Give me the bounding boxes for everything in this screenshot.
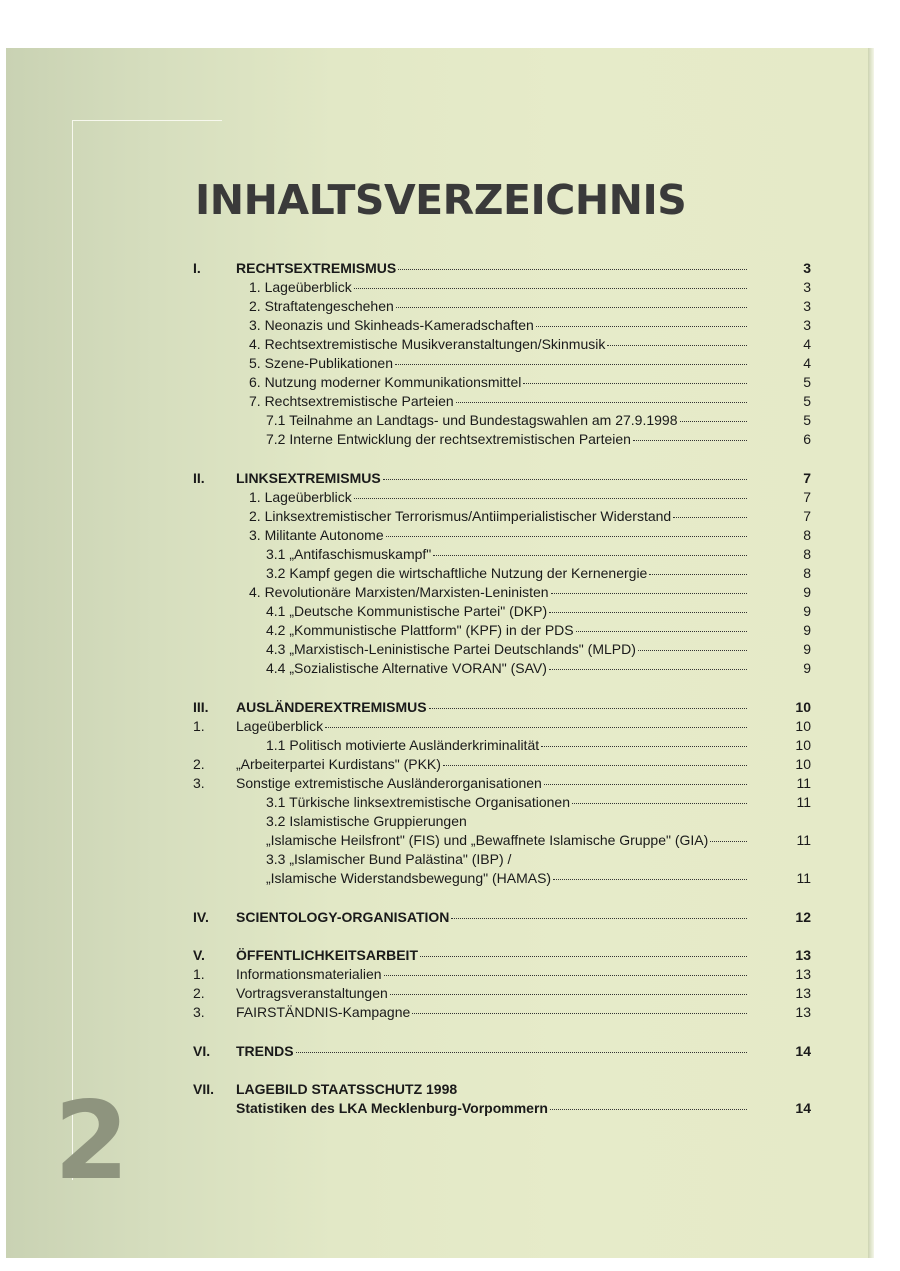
toc-entry-title: 7.2 Interne Entwicklung der rechtsextremistischen Parteien — [266, 431, 631, 447]
toc-entry-page: 10 — [795, 699, 811, 715]
toc-dot-leader — [536, 326, 747, 327]
toc-dot-leader — [649, 574, 747, 575]
toc-entry-number: 2. — [193, 985, 205, 1001]
toc-dot-leader — [549, 669, 747, 670]
toc-entry-title: 4.3 „Marxistisch-Leninistische Partei Deutschlands" (MLPD) — [266, 641, 636, 657]
toc-entry — [6, 335, 868, 354]
toc-dot-leader — [395, 364, 747, 365]
toc-entry-page: 3 — [803, 260, 811, 276]
toc-entry — [6, 659, 868, 678]
toc-entry-title: Statistiken des LKA Mecklenburg-Vorpommern — [236, 1100, 548, 1116]
toc-entry-page: 12 — [795, 909, 811, 925]
toc-entry — [6, 316, 868, 335]
toc-entry-title-row — [236, 469, 750, 488]
toc-entry-title-row — [266, 621, 750, 640]
toc-entry-title: Vortragsveranstaltungen — [236, 985, 388, 1001]
toc-entry-title: 4.4 „Sozialistische Alternative VORAN" (SAV) — [266, 660, 547, 676]
toc-dot-leader — [550, 1109, 747, 1110]
toc-entry-title-row — [266, 659, 750, 678]
toc-entry-number: IV. — [193, 909, 209, 925]
toc-entry-title: 2. Straftatengeschehen — [249, 298, 394, 314]
toc-dot-leader — [541, 746, 747, 747]
toc-entry-page: 6 — [803, 431, 811, 447]
toc-dot-leader — [296, 1052, 747, 1053]
toc-entry-title-row — [236, 717, 750, 736]
toc-entry — [6, 507, 868, 526]
toc-entry-title-row — [266, 411, 750, 430]
toc-entry — [6, 392, 868, 411]
toc-entry-page: 9 — [803, 622, 811, 638]
toc-dot-leader — [398, 269, 747, 270]
toc-dot-leader — [451, 918, 747, 919]
toc-dot-leader — [325, 727, 747, 728]
toc-dot-leader — [680, 421, 748, 422]
toc-entry — [6, 259, 868, 278]
toc-entry-page: 11 — [796, 775, 811, 791]
toc-entry-title-row — [236, 1099, 750, 1118]
toc-entry-number: 3. — [193, 775, 205, 791]
toc-entry-number: II. — [193, 470, 205, 486]
toc-entry-page: 9 — [803, 584, 811, 600]
toc-entry-page: 9 — [803, 660, 811, 676]
toc-entry — [6, 640, 868, 659]
toc-entry-title: LAGEBILD STAATSSCHUTZ 1998 — [236, 1081, 458, 1097]
toc-entry-page: 9 — [803, 641, 811, 657]
toc-entry-page: 3 — [803, 317, 811, 333]
toc-entry-title-row — [249, 278, 750, 297]
toc-dot-leader — [710, 841, 747, 842]
toc-entry-title-row — [236, 984, 750, 1003]
toc-entry — [6, 1080, 868, 1099]
toc-entry-title-row — [249, 507, 750, 526]
toc-entry-title: „Arbeiterpartei Kurdistans" (PKK) — [236, 756, 441, 772]
toc-entry-page: 11 — [796, 870, 811, 886]
toc-entry — [6, 946, 868, 965]
toc-entry-page: 10 — [795, 718, 811, 734]
toc-entry-title-row — [236, 1080, 750, 1099]
toc-entry — [6, 717, 868, 736]
toc-entry — [6, 965, 868, 984]
toc-entry-title-row — [266, 430, 750, 449]
toc-dot-leader — [638, 650, 747, 651]
toc-entry-title-row — [236, 259, 750, 278]
toc-entry — [6, 1042, 868, 1061]
toc-dot-leader — [523, 383, 747, 384]
toc-dot-leader — [354, 288, 747, 289]
toc-entry-title: ÖFFENTLICHKEITSARBEIT — [236, 947, 418, 963]
toc-entry-title: FAIRSTÄNDNIS-Kampagne — [236, 1004, 411, 1020]
toc-entry-title-row — [266, 602, 750, 621]
toc-entry — [6, 869, 868, 888]
toc-entry-title-row — [249, 316, 750, 335]
toc-entry-title: „Islamische Heilsfront" (FIS) und „Bewaffnete Islamische Gruppe" (GIA) — [266, 832, 709, 848]
toc-entry-title-row — [236, 965, 750, 984]
toc-entry-title-row — [249, 526, 750, 545]
toc-entry-title: Sonstige extremistische Ausländerorganisationen — [236, 775, 542, 791]
toc-entry-page: 13 — [795, 947, 811, 963]
toc-dot-leader — [390, 994, 747, 995]
toc-dot-leader — [433, 555, 747, 556]
toc-entry — [6, 621, 868, 640]
toc-dot-leader — [549, 612, 747, 613]
toc-entry-title: 3.3 „Islamischer Bund Palästina" (IBP) / — [266, 851, 512, 867]
toc-entry-title: 1. Lageüberblick — [249, 489, 352, 505]
toc-entry-title-row — [266, 869, 750, 888]
toc-entry-title-row — [236, 755, 750, 774]
toc-entry-page: 14 — [795, 1043, 811, 1059]
toc-entry-page: 7 — [803, 489, 811, 505]
toc-entry-page: 13 — [795, 966, 811, 982]
toc-entry-title-row — [249, 335, 750, 354]
toc-entry-page: 5 — [803, 412, 811, 428]
toc-entry-number: VI. — [193, 1043, 211, 1059]
toc-dot-leader — [572, 803, 747, 804]
toc-dot-leader — [429, 708, 747, 709]
toc-entry-title: TRENDS — [236, 1043, 294, 1059]
toc-entry-title: SCIENTOLOGY-ORGANISATION — [236, 909, 450, 925]
toc-entry-title-row — [236, 774, 750, 793]
toc-entry-title: AUSLÄNDEREXTREMISMUS — [236, 699, 427, 715]
toc-entry-number: 1. — [193, 966, 205, 982]
toc-entry — [6, 583, 868, 602]
toc-entry-title: 3.2 Islamistische Gruppierungen — [266, 813, 467, 829]
toc-entry — [6, 354, 868, 373]
toc-entry-title-row — [249, 297, 750, 316]
table-of-contents — [6, 48, 868, 1258]
toc-entry-title: 5. Szene-Publikationen — [249, 355, 393, 371]
toc-entry — [6, 545, 868, 564]
toc-entry — [6, 526, 868, 545]
toc-entry — [6, 908, 868, 927]
toc-entry-title-row — [236, 946, 750, 965]
toc-entry — [6, 755, 868, 774]
toc-entry-title: LINKSEXTREMISMUS — [236, 470, 381, 486]
toc-entry-title: 3.2 Kampf gegen die wirtschaftliche Nutzung der Kernenergie — [266, 565, 648, 581]
toc-entry — [6, 793, 868, 812]
toc-entry-title: 4. Rechtsextremistische Musikveranstaltungen/Skinmusik — [249, 336, 606, 352]
toc-entry-title-row — [249, 583, 750, 602]
toc-entry-page: 8 — [803, 565, 811, 581]
toc-entry-page: 7 — [803, 508, 811, 524]
toc-dot-leader — [456, 402, 747, 403]
toc-entry-title-row — [236, 1003, 750, 1022]
toc-entry — [6, 850, 868, 869]
toc-entry-title: 6. Nutzung moderner Kommunikationsmittel — [249, 374, 522, 390]
toc-dot-leader — [386, 536, 747, 537]
toc-dot-leader — [551, 593, 747, 594]
toc-entry-title-row — [266, 640, 750, 659]
toc-dot-leader — [443, 765, 747, 766]
toc-entry — [6, 469, 868, 488]
toc-entry-title: 3. Neonazis und Skinheads-Kameradschaften — [249, 317, 534, 333]
toc-entry-title-row — [266, 736, 750, 755]
toc-entry-title: 4. Revolutionäre Marxisten/Marxisten-Leninisten — [249, 584, 549, 600]
toc-entry-page: 5 — [803, 374, 811, 390]
toc-entry — [6, 411, 868, 430]
toc-dot-leader — [544, 784, 747, 785]
toc-entry — [6, 698, 868, 717]
toc-entry-page: 13 — [795, 1004, 811, 1020]
toc-entry-page: 3 — [803, 298, 811, 314]
toc-entry — [6, 831, 868, 850]
toc-dot-leader — [384, 975, 747, 976]
toc-entry — [6, 1099, 868, 1118]
toc-entry-number: 1. — [193, 718, 205, 734]
toc-entry-title: 3. Militante Autonome — [249, 527, 384, 543]
toc-entry — [6, 373, 868, 392]
toc-entry-title: „Islamische Widerstandsbewegung" (HAMAS) — [266, 870, 552, 886]
toc-entry-title: Informationsmaterialien — [236, 966, 382, 982]
toc-entry-page: 10 — [795, 737, 811, 753]
toc-entry-title: 4.1 „Deutsche Kommunistische Partei" (DKP) — [266, 603, 548, 619]
toc-entry-title-row — [249, 373, 750, 392]
toc-entry-title-row — [249, 488, 750, 507]
toc-entry — [6, 774, 868, 793]
toc-entry-title: 7. Rechtsextremistische Parteien — [249, 393, 454, 409]
toc-entry-number: I. — [193, 260, 201, 276]
toc-entry-page: 5 — [803, 393, 811, 409]
toc-entry-title: 1. Lageüberblick — [249, 279, 352, 295]
toc-dot-leader — [633, 440, 747, 441]
toc-entry-title: 3.1 Türkische linksextremistische Organisationen — [266, 794, 570, 810]
document-page — [6, 48, 868, 1258]
toc-entry-title: 4.2 „Kommunistische Plattform" (KPF) in der PDS — [266, 622, 574, 638]
toc-entry-page: 7 — [803, 470, 811, 486]
toc-entry-title-row — [266, 564, 750, 583]
page-title: INHALTSVERZEICHNIS — [195, 176, 687, 224]
toc-entry-title-row — [266, 850, 750, 869]
toc-entry-title: 7.1 Teilnahme an Landtags- und Bundestagswahlen am 27.9.1998 — [266, 412, 678, 428]
toc-entry-page: 8 — [803, 546, 811, 562]
toc-entry-page: 14 — [795, 1100, 811, 1116]
toc-dot-leader — [607, 345, 747, 346]
toc-entry — [6, 430, 868, 449]
toc-entry-number: VII. — [193, 1081, 215, 1097]
toc-entry-page: 11 — [796, 832, 811, 848]
toc-entry-page: 13 — [795, 985, 811, 1001]
toc-entry-number: III. — [193, 699, 209, 715]
toc-entry-title: 2. Linksextremistischer Terrorismus/Antiimperialistischer Widerstand — [249, 508, 672, 524]
toc-entry-title: 3.1 „Antifaschismuskampf" — [266, 546, 432, 562]
toc-entry — [6, 984, 868, 1003]
toc-dot-leader — [420, 956, 747, 957]
toc-entry-title-row — [249, 354, 750, 373]
toc-entry-title-row — [266, 545, 750, 564]
toc-entry-number: 2. — [193, 756, 205, 772]
toc-entry-title-row — [249, 392, 750, 411]
toc-entry — [6, 488, 868, 507]
toc-entry-page: 9 — [803, 603, 811, 619]
toc-entry-number: V. — [193, 947, 205, 963]
toc-entry — [6, 736, 868, 755]
toc-entry — [6, 297, 868, 316]
toc-entry-page: 10 — [795, 756, 811, 772]
toc-entry-number: 3. — [193, 1004, 205, 1020]
toc-entry-title-row — [266, 812, 750, 831]
toc-dot-leader — [553, 879, 747, 880]
toc-entry — [6, 1003, 868, 1022]
toc-entry-title-row — [236, 1042, 750, 1061]
toc-dot-leader — [576, 631, 747, 632]
toc-entry-title: 1.1 Politisch motivierte Ausländerkriminalität — [266, 737, 540, 753]
toc-entry — [6, 278, 868, 297]
toc-entry — [6, 602, 868, 621]
toc-entry-title: Lageüberblick — [236, 718, 324, 734]
page-number-mark: 2 — [54, 1079, 130, 1204]
toc-entry-title-row — [266, 831, 750, 850]
toc-entry-page: 4 — [803, 355, 811, 371]
toc-dot-leader — [396, 307, 747, 308]
toc-entry-title-row — [236, 908, 750, 927]
toc-entry — [6, 564, 868, 583]
toc-dot-leader — [383, 479, 747, 480]
toc-entry-title-row — [236, 698, 750, 717]
toc-entry-title-row — [266, 793, 750, 812]
toc-entry — [6, 812, 868, 831]
toc-entry-page: 8 — [803, 527, 811, 543]
toc-entry-page: 3 — [803, 279, 811, 295]
toc-entry-page: 4 — [803, 336, 811, 352]
toc-entry-page: 11 — [796, 794, 811, 810]
page-edge-shadow — [868, 48, 874, 1258]
toc-dot-leader — [354, 498, 747, 499]
toc-dot-leader — [412, 1013, 747, 1014]
toc-dot-leader — [673, 517, 747, 518]
toc-entry-title: RECHTSEXTREMISMUS — [236, 260, 397, 276]
